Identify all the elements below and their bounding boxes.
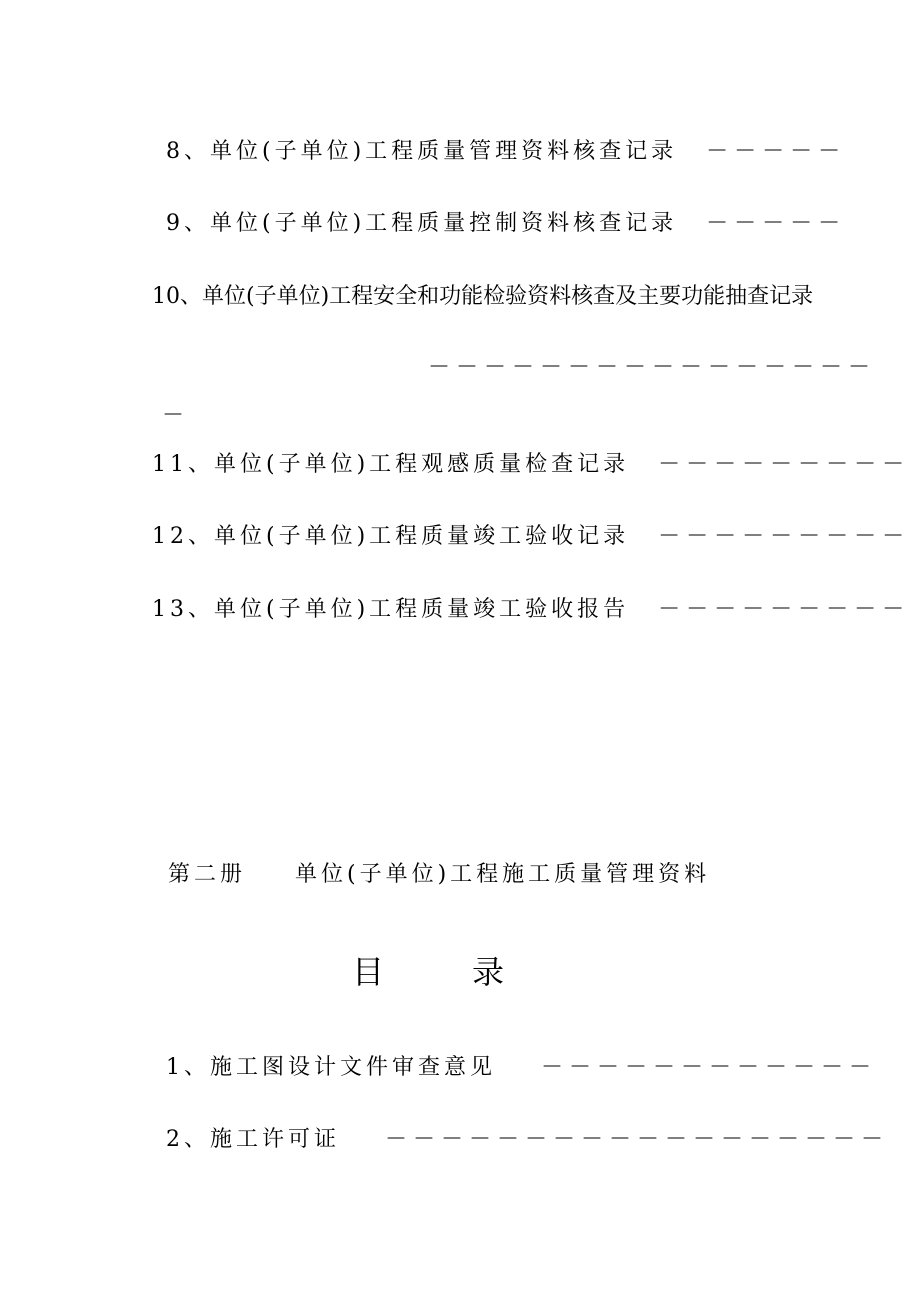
volume-heading xyxy=(168,861,710,889)
toc-entry-12 xyxy=(152,523,910,551)
entry-number: 8、 xyxy=(166,139,210,164)
entry-text: 单位(子单位)工程质量管理资料核查记录 xyxy=(210,139,678,164)
toc-title-left: 目 xyxy=(352,953,385,991)
entry-text: 单位(子单位)工程安全和功能检验资料核查及主要功能抽查记录 xyxy=(202,284,814,309)
toc-entry-11 xyxy=(152,451,910,479)
entry-text: 单位(子单位)工程质量竣工验收报告 xyxy=(214,597,630,622)
dot-leader: －－－－－－－－－ xyxy=(658,524,911,549)
volume-label: 第二册 xyxy=(168,862,247,887)
dot-leader: －－－－－ xyxy=(706,211,847,236)
entry-text: 施工图设计文件审查意见 xyxy=(210,1055,497,1080)
volume-title: 单位(子单位)工程施工质量管理资料 xyxy=(295,862,711,887)
entry-text: 单位(子单位)工程质量竣工验收记录 xyxy=(214,524,630,549)
dot-leader: －－－－－－－－－ xyxy=(658,452,911,477)
dot-leader: －－－－－ xyxy=(706,139,847,164)
toc-entry-8 xyxy=(166,138,846,166)
toc-entry-9 xyxy=(166,210,846,238)
entry-number: 1、 xyxy=(166,1055,210,1080)
entry-text: 单位(子单位)工程质量控制资料核查记录 xyxy=(210,211,678,236)
entry-text: 施工许可证 xyxy=(210,1127,341,1152)
entry-number: 9、 xyxy=(166,211,210,236)
entry-number: 12、 xyxy=(152,524,214,549)
toc-title-right: 录 xyxy=(472,953,505,991)
toc2-entry-2 xyxy=(166,1126,889,1154)
entry-text: 单位(子单位)工程观感质量检查记录 xyxy=(214,452,630,477)
dot-leader: －－－－－－－－－－－－ xyxy=(541,1055,878,1080)
toc-entry-13 xyxy=(152,596,910,624)
dot-leader: －－－－－－－－－ xyxy=(658,597,911,622)
entry-number: 10、 xyxy=(152,284,202,309)
toc-entry-10 xyxy=(152,283,813,311)
entry-number: 11、 xyxy=(152,452,214,477)
dot-leader: －－－－－－－－－－－－－－－－－－ xyxy=(385,1127,890,1152)
toc-entry-10-leader: －－－－－－－－－－－－－－－－ xyxy=(428,355,877,380)
toc-entry-10-leader-tail: － xyxy=(162,403,185,428)
entry-number: 13、 xyxy=(152,597,214,622)
entry-number: 2、 xyxy=(166,1127,210,1152)
toc2-entry-1 xyxy=(166,1054,877,1082)
